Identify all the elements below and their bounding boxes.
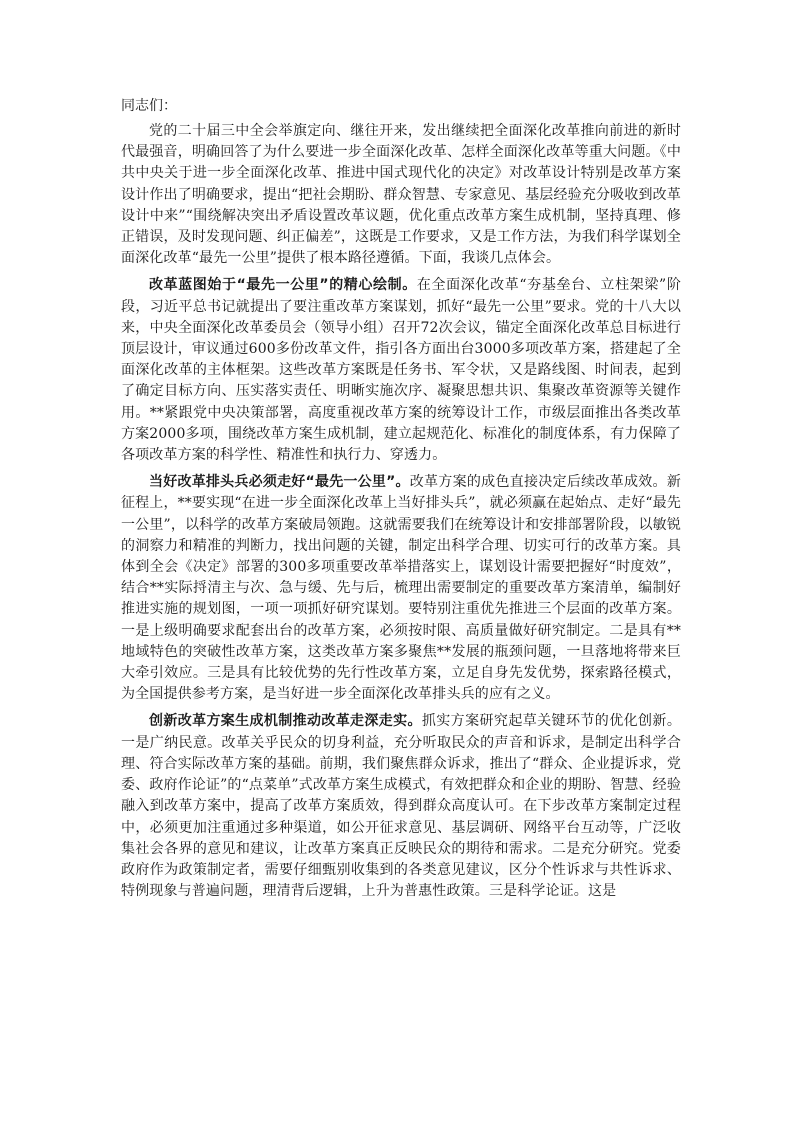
paragraph-intro-text: 党的二十届三中全会举旗定向、继往开来，发出继续把全面深化改革推向前进的新时代最强音，明确回答了为什么要进一步全面深化改革、怎样全面深化改革等重大问题。《中共中央关于进一步全面深化改革、推进中国式现代化的决定》对改革设计特别是改革方案设计作出了明确要求，提出“把社会期盼、群众智慧、专家意见、基层经验充分吸收到改革设计中来”“围绕解决突出矛盾设置改革议题，优化重点改革方案生成机制，坚持真理、修正错误，及时发现问题、纠正偏差”，这既是工作要求，又是工作方法，为我们科学谋划全面深化改革“最先一公里”提供了根本路径遵循。下面，我谈几点体会。 (121, 123, 681, 267)
salutation: 同志们： (121, 98, 177, 114)
document-page (121, 96, 681, 908)
paragraph-blueprint (121, 275, 681, 466)
paragraph-vanguard-heading: 当好改革排头兵必须走好“最先一公里”。 (149, 474, 410, 491)
paragraph-blueprint-heading: 改革蓝图始于“最先一公里”的精心绘制。 (149, 277, 417, 294)
paragraph-intro (121, 121, 681, 269)
paragraph-vanguard-text: 改革方案的成色直接决定后续改革成效。新征程上，**要实现“在进一步全面深化改革上当好排头兵”，就必须赢在起始点、走好“最先一公里”，以科学的改革方案破局领跑。这就需要我们在统筹设计和安排部署阶段，以敏锐的洞察力和精准的判断力，找出问题的关键，制定出科学合理、切实可行的改革方案。具体到全会《决定》部署的300多项重要改革举措落实上，谋划设计需要把握好“时度效”，结合**实际捋清主与次、急与缓、先与后，梳理出需要制定的重要改革方案清单，编制好推进实施的规划图，一项一项抓好研究谋划。要特别注重优先推进三个层面的改革方案。一是上级明确要求配套出台的改革方案，必须按时限、高质量做好研究制定。二是具有**地域特色的突破性改革方案，这类改革方案多聚焦**发展的瓶颈问题，一旦落地将带来巨大牵引效应。三是具有比较优势的先行性改革方案，立足自身先发优势，探索路径模式，为全国提供参考方案，是当好进一步全面深化改革排头兵的应有之义。 (121, 474, 681, 703)
paragraph-mechanism-text: 抓实方案研究起草关键环节的优化创新。一是广纳民意。改革关乎民众的切身利益，充分听取民众的声音和诉求，是制定出科学合理、符合实际改革方案的基础。前期，我们聚焦群众诉求，推出了“群众、企业提诉求，党委、政府作论证”的“点菜单”式改革方案生成模式，有效把群众和企业的期盼、智慧、经验融入到改革方案中，提高了改革方案质效，得到群众高度认可。在下步改革方案制定过程中，必须更加注重通过多种渠道，如公开征求意见、基层调研、网络平台互动等，广泛收集社会各界的意见和建议，让改革方案真正反映民众的期待和需求。二是充分研究。党委政府作为政策制定者，需要仔细甄别收集到的各类意见建议，区分个性诉求与共性诉求、特例现象与普遍问题，理清背后逻辑，上升为普惠性政策。三是科学论证。这是 (121, 713, 681, 900)
paragraph-mechanism (121, 711, 681, 902)
paragraph-blueprint-text: 在全面深化改革“夯基垒台、立柱架梁”阶段，习近平总书记就提出了要注重改革方案谋划，抓好“最先一公里”要求。党的十八大以来，中央全面深化改革委员会（领导小组）召开72次会议，锚定全面深化改革总目标进行顶层设计，审议通过600多份改革文件，指引各方面出台3000多项改革方案，搭建起了全面深化改革的主体框架。这些改革方案既是任务书、军令状，又是路线图、时间表，起到了确定目标方向、压实落实责任、明晰实施次序、凝聚思想共识、集聚改革资源等关键作用。**紧跟党中央决策部署，高度重视改革方案的统筹设计工作，市级层面推出各类改革方案2000多项，围绕改革方案生成机制，建立起规范化、标准化的制度体系，有力保障了各项改革方案的科学性、精准性和执行力、穿透力。 (121, 277, 681, 464)
paragraph-vanguard (121, 472, 681, 705)
paragraph-mechanism-heading: 创新改革方案生成机制推动改革走深走实。 (149, 713, 422, 730)
